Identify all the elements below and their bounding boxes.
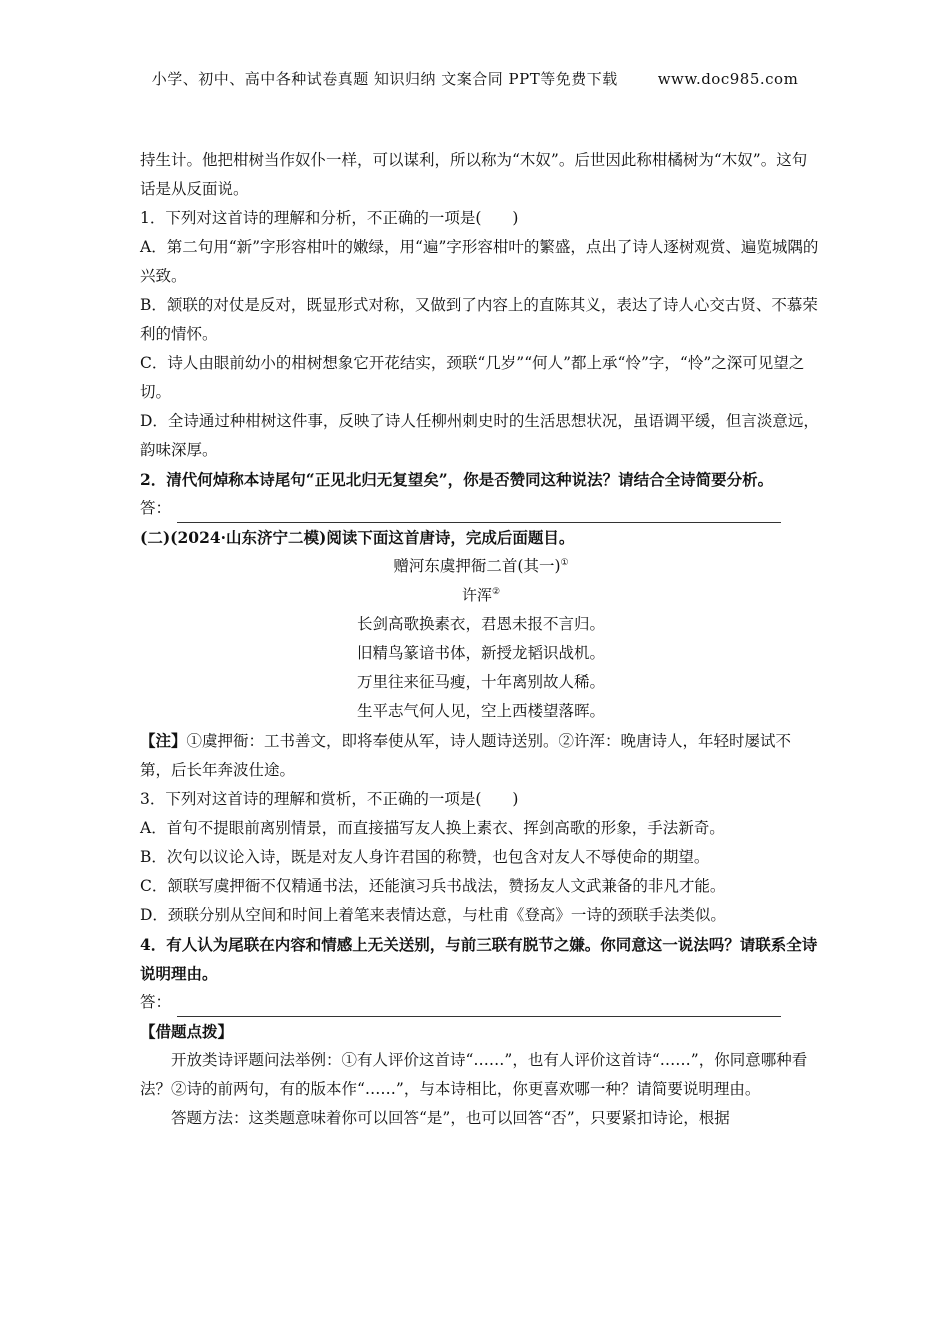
q1-option-a: A．第二句用“新”字形容柑叶的嫩绿，用“遍”字形容柑叶的繁盛，点出了诗人逐树观赏、遍览城隅的兴致。 bbox=[140, 238, 819, 285]
page-header bbox=[0, 68, 950, 89]
section2-heading: (二)(2024·山东济宁二模)阅读下面这首唐诗，完成后面题目。 bbox=[140, 528, 575, 547]
tips-paragraph-1: 开放类诗评题问法举例：①有人评价这首诗“……”，也有人评价这首诗“……”，你同意哪种看法？②诗的前两句，有的版本作“……”，与本诗相比，你更喜欢哪一种？请简要说明理由。 bbox=[140, 1051, 808, 1098]
q4-answer-line bbox=[140, 988, 822, 1017]
q4-answer-blank[interactable] bbox=[177, 996, 781, 1017]
q3-stem: 3．下列对这首诗的理解和赏析，不正确的一项是( ) bbox=[140, 790, 519, 808]
q2-answer-blank[interactable] bbox=[177, 502, 781, 523]
intro-paragraph: 持生计。他把柑树当作奴仆一样，可以谋利，所以称为“木奴”。后世因此称柑橘树为“木奴”。这句话是从反面说。 bbox=[140, 151, 808, 198]
q3-option-b: B．次句以议论入诗，既是对友人身许君国的称赞，也包含对友人不辱使命的期望。 bbox=[140, 848, 710, 866]
poem-author bbox=[140, 581, 822, 610]
poem-title bbox=[140, 552, 822, 581]
poem-author-note: ② bbox=[491, 587, 501, 597]
poem-title-note: ① bbox=[560, 557, 569, 568]
q2-answer-line bbox=[140, 494, 822, 523]
q4-stem: 4．有人认为尾联在内容和情感上无关送别，与前三联有脱节之嫌。你同意这一说法吗？请联系全诗说明理由。 bbox=[140, 935, 818, 983]
q1-option-d: D．全诗通过种柑树这件事，反映了诗人任柳州刺史时的生活思想状况，虽语调平缓，但言淡意远，韵味深厚。 bbox=[140, 412, 819, 459]
q4-answer-label: 答： bbox=[140, 993, 172, 1011]
q3-option-d: D．颈联分别从空间和时间上着笔来表情达意，与杜甫《登高》一诗的颈联手法类似。 bbox=[140, 906, 726, 924]
tips-paragraph-2: 答题方法：这类题意味着你可以回答“是”，也可以回答“否”，只要紧扣诗论，根据 bbox=[171, 1109, 730, 1127]
q2-answer-label: 答： bbox=[140, 499, 172, 517]
note-text: ①虞押衙：工书善文，即将奉使从军，诗人题诗送别。②许浑：晚唐诗人，年轻时屡试不第，后长年奔波仕途。 bbox=[140, 732, 792, 779]
poem-line: 万里往来征马瘦，十年离别故人稀。 bbox=[356, 673, 605, 691]
poem-line: 生平志气何人见，空上西楼望落晖。 bbox=[356, 702, 605, 720]
q2-stem: 2．清代何焯称本诗尾句“正见北归无复望矣”，你是否赞同这种说法？请结合全诗简要分析。 bbox=[140, 470, 774, 489]
poem-line: 长剑高歌换素衣，君恩未报不言归。 bbox=[356, 615, 605, 633]
q1-stem: 1．下列对这首诗的理解和分析，不正确的一项是( ) bbox=[140, 209, 519, 227]
poem-title-text: 赠河东虞押衙二首(其一) bbox=[393, 557, 561, 575]
header-site: www.doc985.com bbox=[657, 70, 799, 88]
document-body bbox=[140, 146, 822, 1133]
q1-option-b: B．颔联的对仗是反对，既显形式对称，又做到了内容上的直陈其义，表达了诗人心交古贤、不慕荣利的情怀。 bbox=[140, 296, 818, 343]
poem-author-text: 许浑 bbox=[461, 586, 492, 604]
q3-option-c: C．颔联写虞押衙不仅精通书法，还能演习兵书战法，赞扬友人文武兼备的非凡才能。 bbox=[140, 877, 726, 895]
tips-label: 【借题点拨】 bbox=[140, 1022, 234, 1041]
note-label: 【注】 bbox=[140, 731, 187, 750]
poem-note bbox=[140, 726, 822, 785]
poem-line: 旧精鸟篆谙书体，新授龙韬识战机。 bbox=[356, 644, 605, 662]
header-text: 小学、初中、高中各种试卷真题 知识归纳 文案合同 PPT等免费下载 bbox=[151, 70, 618, 88]
q1-option-c: C．诗人由眼前幼小的柑树想象它开花结实，颈联“几岁”“何人”都上承“怜”字，“怜”之深可见望之切。 bbox=[140, 354, 805, 401]
q3-option-a: A．首句不提眼前离别情景，而直接描写友人换上素衣、挥剑高歌的形象，手法新奇。 bbox=[140, 819, 725, 837]
